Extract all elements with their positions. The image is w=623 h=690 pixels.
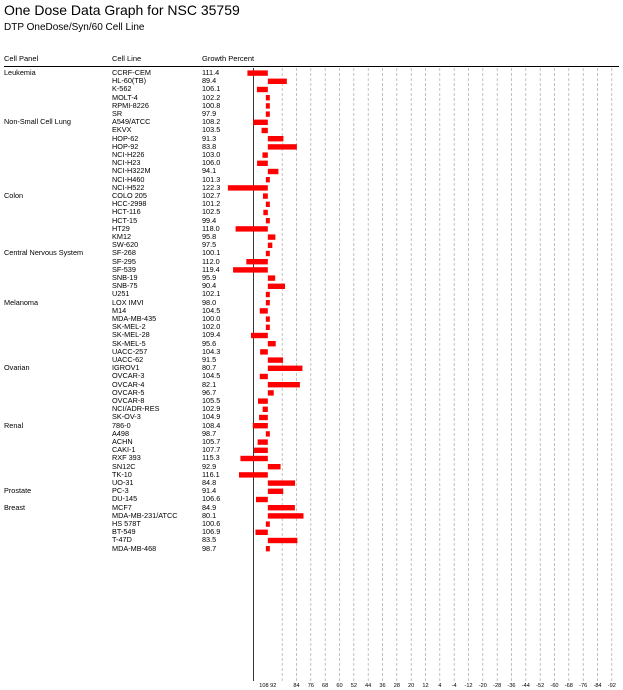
x-tick-label: 108 92 — [259, 683, 277, 689]
growth-value: 97.5 — [202, 240, 217, 250]
growth-value: 95.6 — [202, 338, 217, 348]
table-row — [0, 85, 623, 93]
table-row — [0, 495, 623, 503]
x-tick-label: 28 — [393, 683, 400, 689]
cell-line-label: NCI-H322M — [112, 166, 151, 176]
cell-line-label: A498 — [112, 428, 130, 438]
growth-value: 106.9 — [202, 527, 221, 537]
x-tick-label: -68 — [564, 683, 573, 689]
table-row — [0, 315, 623, 323]
table-row — [0, 405, 623, 413]
x-tick-label: 4 — [438, 683, 442, 689]
x-tick-label: -12 — [464, 683, 473, 689]
table-row — [0, 545, 623, 553]
table-row — [0, 479, 623, 487]
panel-label: Ovarian — [4, 363, 30, 373]
growth-value: 94.1 — [202, 166, 217, 176]
table-row — [0, 167, 623, 175]
cell-line-label: TK-10 — [112, 469, 132, 479]
table-row — [0, 102, 623, 110]
growth-value: 111.4 — [202, 68, 220, 77]
growth-value: 100.0 — [202, 314, 221, 323]
cell-line-label: SK-MEL-2 — [112, 322, 146, 332]
table-row — [0, 118, 623, 126]
table-row — [0, 413, 623, 421]
growth-value: 104.3 — [202, 346, 221, 356]
table-row — [0, 200, 623, 208]
x-tick-label: -4 — [451, 683, 457, 689]
table-row — [0, 454, 623, 462]
header-cell-panel: Cell Panel — [4, 54, 39, 63]
cell-line-label: SR — [112, 109, 123, 118]
growth-value: 91.5 — [202, 355, 217, 364]
growth-value: 83.5 — [202, 535, 217, 545]
x-tick-label: -60 — [550, 683, 559, 689]
growth-value: 95.8 — [202, 232, 217, 241]
growth-value: 102.9 — [202, 404, 221, 414]
cell-line-label: HCT-15 — [112, 215, 138, 225]
growth-value: 99.4 — [202, 215, 217, 225]
chart-subtitle: DTP OneDose/Syn/60 Cell Line — [4, 22, 145, 33]
growth-value: 91.3 — [202, 133, 217, 143]
table-row — [0, 208, 623, 216]
cell-line-label: SK-OV-3 — [112, 412, 141, 422]
table-row — [0, 225, 623, 233]
table-row — [0, 323, 623, 331]
growth-value: 98.7 — [202, 543, 217, 553]
x-tick-label: 20 — [408, 683, 415, 689]
table-row — [0, 331, 623, 339]
table-row — [0, 94, 623, 102]
growth-value: 89.4 — [202, 76, 217, 86]
growth-value: 101.2 — [202, 199, 221, 209]
table-row — [0, 77, 623, 85]
table-row — [0, 356, 623, 364]
cell-line-label: HCC-2998 — [112, 199, 147, 209]
cell-line-label: HT29 — [112, 223, 130, 233]
growth-value: 100.8 — [202, 100, 221, 110]
table-row — [0, 258, 623, 266]
cell-line-label: K-562 — [112, 84, 132, 94]
cell-line-label: OVCAR-3 — [112, 371, 145, 381]
table-row — [0, 340, 623, 348]
growth-value: 97.9 — [202, 109, 217, 118]
cell-line-label: KM12 — [112, 232, 132, 241]
table-row — [0, 192, 623, 200]
cell-line-label: IGROV1 — [112, 363, 140, 373]
panel-label: Colon — [4, 191, 24, 200]
cell-line-label: SF-295 — [112, 256, 136, 266]
growth-value: 106.0 — [202, 158, 221, 168]
table-row — [0, 151, 623, 159]
cell-line-label: UACC-257 — [112, 346, 148, 356]
table-row — [0, 372, 623, 380]
cell-line-label: NCI-H226 — [112, 150, 145, 159]
cell-line-label: MCF7 — [112, 502, 132, 512]
growth-value: 116.1 — [202, 469, 220, 479]
table-row — [0, 381, 623, 389]
growth-value: 96.7 — [202, 387, 217, 397]
x-tick-label: 52 — [350, 683, 357, 689]
table-row — [0, 282, 623, 290]
x-tick-label: 60 — [336, 683, 343, 689]
cell-line-label: CCRF-CEM — [112, 68, 151, 77]
growth-value: 103.5 — [202, 125, 221, 135]
x-tick-label: -28 — [493, 683, 502, 689]
cell-line-label: SF-268 — [112, 248, 136, 258]
cell-line-label: SK-MEL-5 — [112, 338, 146, 348]
x-tick-label: -52 — [536, 683, 545, 689]
table-row — [0, 184, 623, 192]
x-tick-label: -36 — [507, 683, 516, 689]
table-row — [0, 249, 623, 257]
table-row — [0, 471, 623, 479]
table-row — [0, 274, 623, 282]
growth-value: 119.4 — [202, 264, 220, 274]
table-row — [0, 422, 623, 430]
x-tick-label: 76 — [307, 683, 314, 689]
growth-value: 103.0 — [202, 150, 221, 159]
cell-line-label: HOP-92 — [112, 141, 139, 151]
cell-line-label: SNB-75 — [112, 281, 138, 291]
panel-label: Prostate — [4, 486, 32, 496]
table-row — [0, 241, 623, 249]
table-row — [0, 126, 623, 134]
growth-value: 80.7 — [202, 363, 217, 373]
growth-value: 106.6 — [202, 494, 221, 504]
growth-value: 84.8 — [202, 478, 217, 487]
growth-value: 102.0 — [202, 322, 221, 332]
cell-line-label: UO-31 — [112, 478, 134, 487]
table-row — [0, 463, 623, 471]
table-row — [0, 438, 623, 446]
cell-line-label: OVCAR-5 — [112, 387, 145, 397]
table-row — [0, 307, 623, 315]
growth-value: 95.9 — [202, 273, 217, 282]
growth-value: 102.5 — [202, 207, 221, 217]
growth-value: 83.8 — [202, 141, 217, 151]
cell-line-label: SK-MEL-28 — [112, 330, 150, 340]
table-row — [0, 143, 623, 151]
cell-line-label: OVCAR-4 — [112, 379, 145, 389]
growth-value: 92.9 — [202, 461, 217, 471]
growth-value: 104.5 — [202, 305, 221, 315]
table-row — [0, 364, 623, 372]
table-row — [0, 266, 623, 274]
cell-line-label: MOLT-4 — [112, 92, 138, 102]
growth-value: 100.1 — [202, 248, 221, 258]
cell-line-label: U251 — [112, 289, 130, 299]
cell-line-label: BT-549 — [112, 527, 136, 537]
cell-line-label: SN12C — [112, 461, 136, 471]
table-row — [0, 348, 623, 356]
growth-value: 107.7 — [202, 445, 221, 455]
cell-line-label: COLO 205 — [112, 191, 147, 200]
cell-line-label: NCI-H522 — [112, 182, 145, 192]
x-tick-label: 84 — [293, 683, 300, 689]
x-tick-label: -44 — [521, 683, 530, 689]
cell-line-label: SW-620 — [112, 240, 139, 250]
cell-line-label: MDA-MB-435 — [112, 314, 157, 323]
cell-line-label: CAKI-1 — [112, 445, 136, 455]
x-tick-label: 68 — [322, 683, 329, 689]
x-tick-label: 44 — [365, 683, 372, 689]
growth-value: 101.3 — [202, 174, 221, 184]
table-row — [0, 290, 623, 298]
cell-line-label: MDA-MB-468 — [112, 543, 157, 553]
growth-value: 106.1 — [202, 84, 221, 94]
x-tick-label: -84 — [593, 683, 602, 689]
growth-value: 98.0 — [202, 297, 217, 307]
cell-line-label: A549/ATCC — [112, 117, 151, 127]
cell-line-label: NCI-H23 — [112, 158, 141, 168]
cell-line-label: HOP-62 — [112, 133, 139, 143]
x-tick-label: -76 — [579, 683, 588, 689]
cell-line-label: 786-0 — [112, 420, 131, 430]
x-tick-label: 36 — [379, 683, 386, 689]
growth-value: 118.0 — [202, 223, 220, 233]
growth-value: 90.4 — [202, 281, 217, 291]
growth-value: 82.1 — [202, 379, 217, 389]
growth-value: 102.1 — [202, 289, 221, 299]
table-row — [0, 389, 623, 397]
table-row — [0, 135, 623, 143]
cell-line-label: ACHN — [112, 437, 133, 446]
cell-line-label: RPMI-8226 — [112, 100, 149, 110]
header-cell-line: Cell Line — [112, 54, 142, 63]
header-growth-percent: Growth Percent — [202, 54, 255, 63]
cell-line-label: DU-145 — [112, 494, 138, 504]
growth-value: 109.4 — [202, 330, 221, 340]
cell-line-label: RXF 393 — [112, 453, 141, 463]
table-row — [0, 430, 623, 438]
panel-label: Breast — [4, 502, 26, 512]
cell-line-label: MDA-MB-231/ATCC — [112, 510, 178, 520]
cell-line-label: SF-539 — [112, 264, 136, 274]
panel-label: Central Nervous System — [4, 248, 84, 258]
growth-value: 115.3 — [202, 453, 220, 463]
growth-value: 108.2 — [202, 117, 221, 127]
growth-value: 105.7 — [202, 437, 221, 446]
growth-value: 84.9 — [202, 502, 217, 512]
growth-value: 112.0 — [202, 256, 220, 266]
cell-line-label: NCI-H460 — [112, 174, 145, 184]
table-row — [0, 217, 623, 225]
growth-value: 104.5 — [202, 371, 221, 381]
table-row — [0, 299, 623, 307]
growth-value: 105.5 — [202, 396, 221, 405]
cell-line-label: T-47D — [112, 535, 132, 545]
table-row — [0, 536, 623, 544]
panel-label: Leukemia — [4, 68, 36, 77]
growth-value: 80.1 — [202, 510, 217, 520]
cell-line-label: OVCAR-8 — [112, 396, 145, 405]
table-row — [0, 504, 623, 512]
cell-line-label: HCT-116 — [112, 207, 141, 217]
cell-line-label: PC-3 — [112, 486, 129, 496]
x-tick-label: -20 — [478, 683, 487, 689]
x-tick-label: 12 — [422, 683, 429, 689]
table-row — [0, 110, 623, 118]
chart-title: One Dose Data Graph for NSC 35759 — [4, 2, 240, 18]
growth-value: 108.4 — [202, 420, 221, 430]
table-row — [0, 446, 623, 454]
cell-line-label: LOX IMVI — [112, 297, 144, 307]
cell-line-label: NCI/ADR-RES — [112, 404, 160, 414]
panel-label: Renal — [4, 420, 24, 430]
table-row — [0, 176, 623, 184]
table-row — [0, 159, 623, 167]
x-tick-label: -92 — [607, 683, 616, 689]
growth-value: 122.3 — [202, 182, 221, 192]
cell-line-label: M14 — [112, 305, 127, 315]
panel-label: Melanoma — [4, 297, 39, 307]
table-row — [0, 69, 623, 77]
growth-value: 100.6 — [202, 519, 221, 528]
growth-value: 102.7 — [202, 191, 221, 200]
table-row — [0, 528, 623, 536]
table-row — [0, 487, 623, 495]
cell-line-label: SNB-19 — [112, 273, 138, 282]
growth-value: 91.4 — [202, 486, 217, 496]
growth-value: 102.2 — [202, 92, 221, 102]
growth-value: 98.7 — [202, 428, 217, 438]
table-row — [0, 397, 623, 405]
panel-label: Non-Small Cell Lung — [4, 117, 71, 127]
cell-line-label: HS 578T — [112, 519, 141, 528]
cell-line-label: UACC-62 — [112, 355, 144, 364]
table-row — [0, 512, 623, 520]
cell-line-label: EKVX — [112, 125, 132, 135]
cell-line-label: HL-60(TB) — [112, 76, 147, 86]
table-row — [0, 233, 623, 241]
table-row — [0, 520, 623, 528]
growth-value: 104.9 — [202, 412, 221, 422]
